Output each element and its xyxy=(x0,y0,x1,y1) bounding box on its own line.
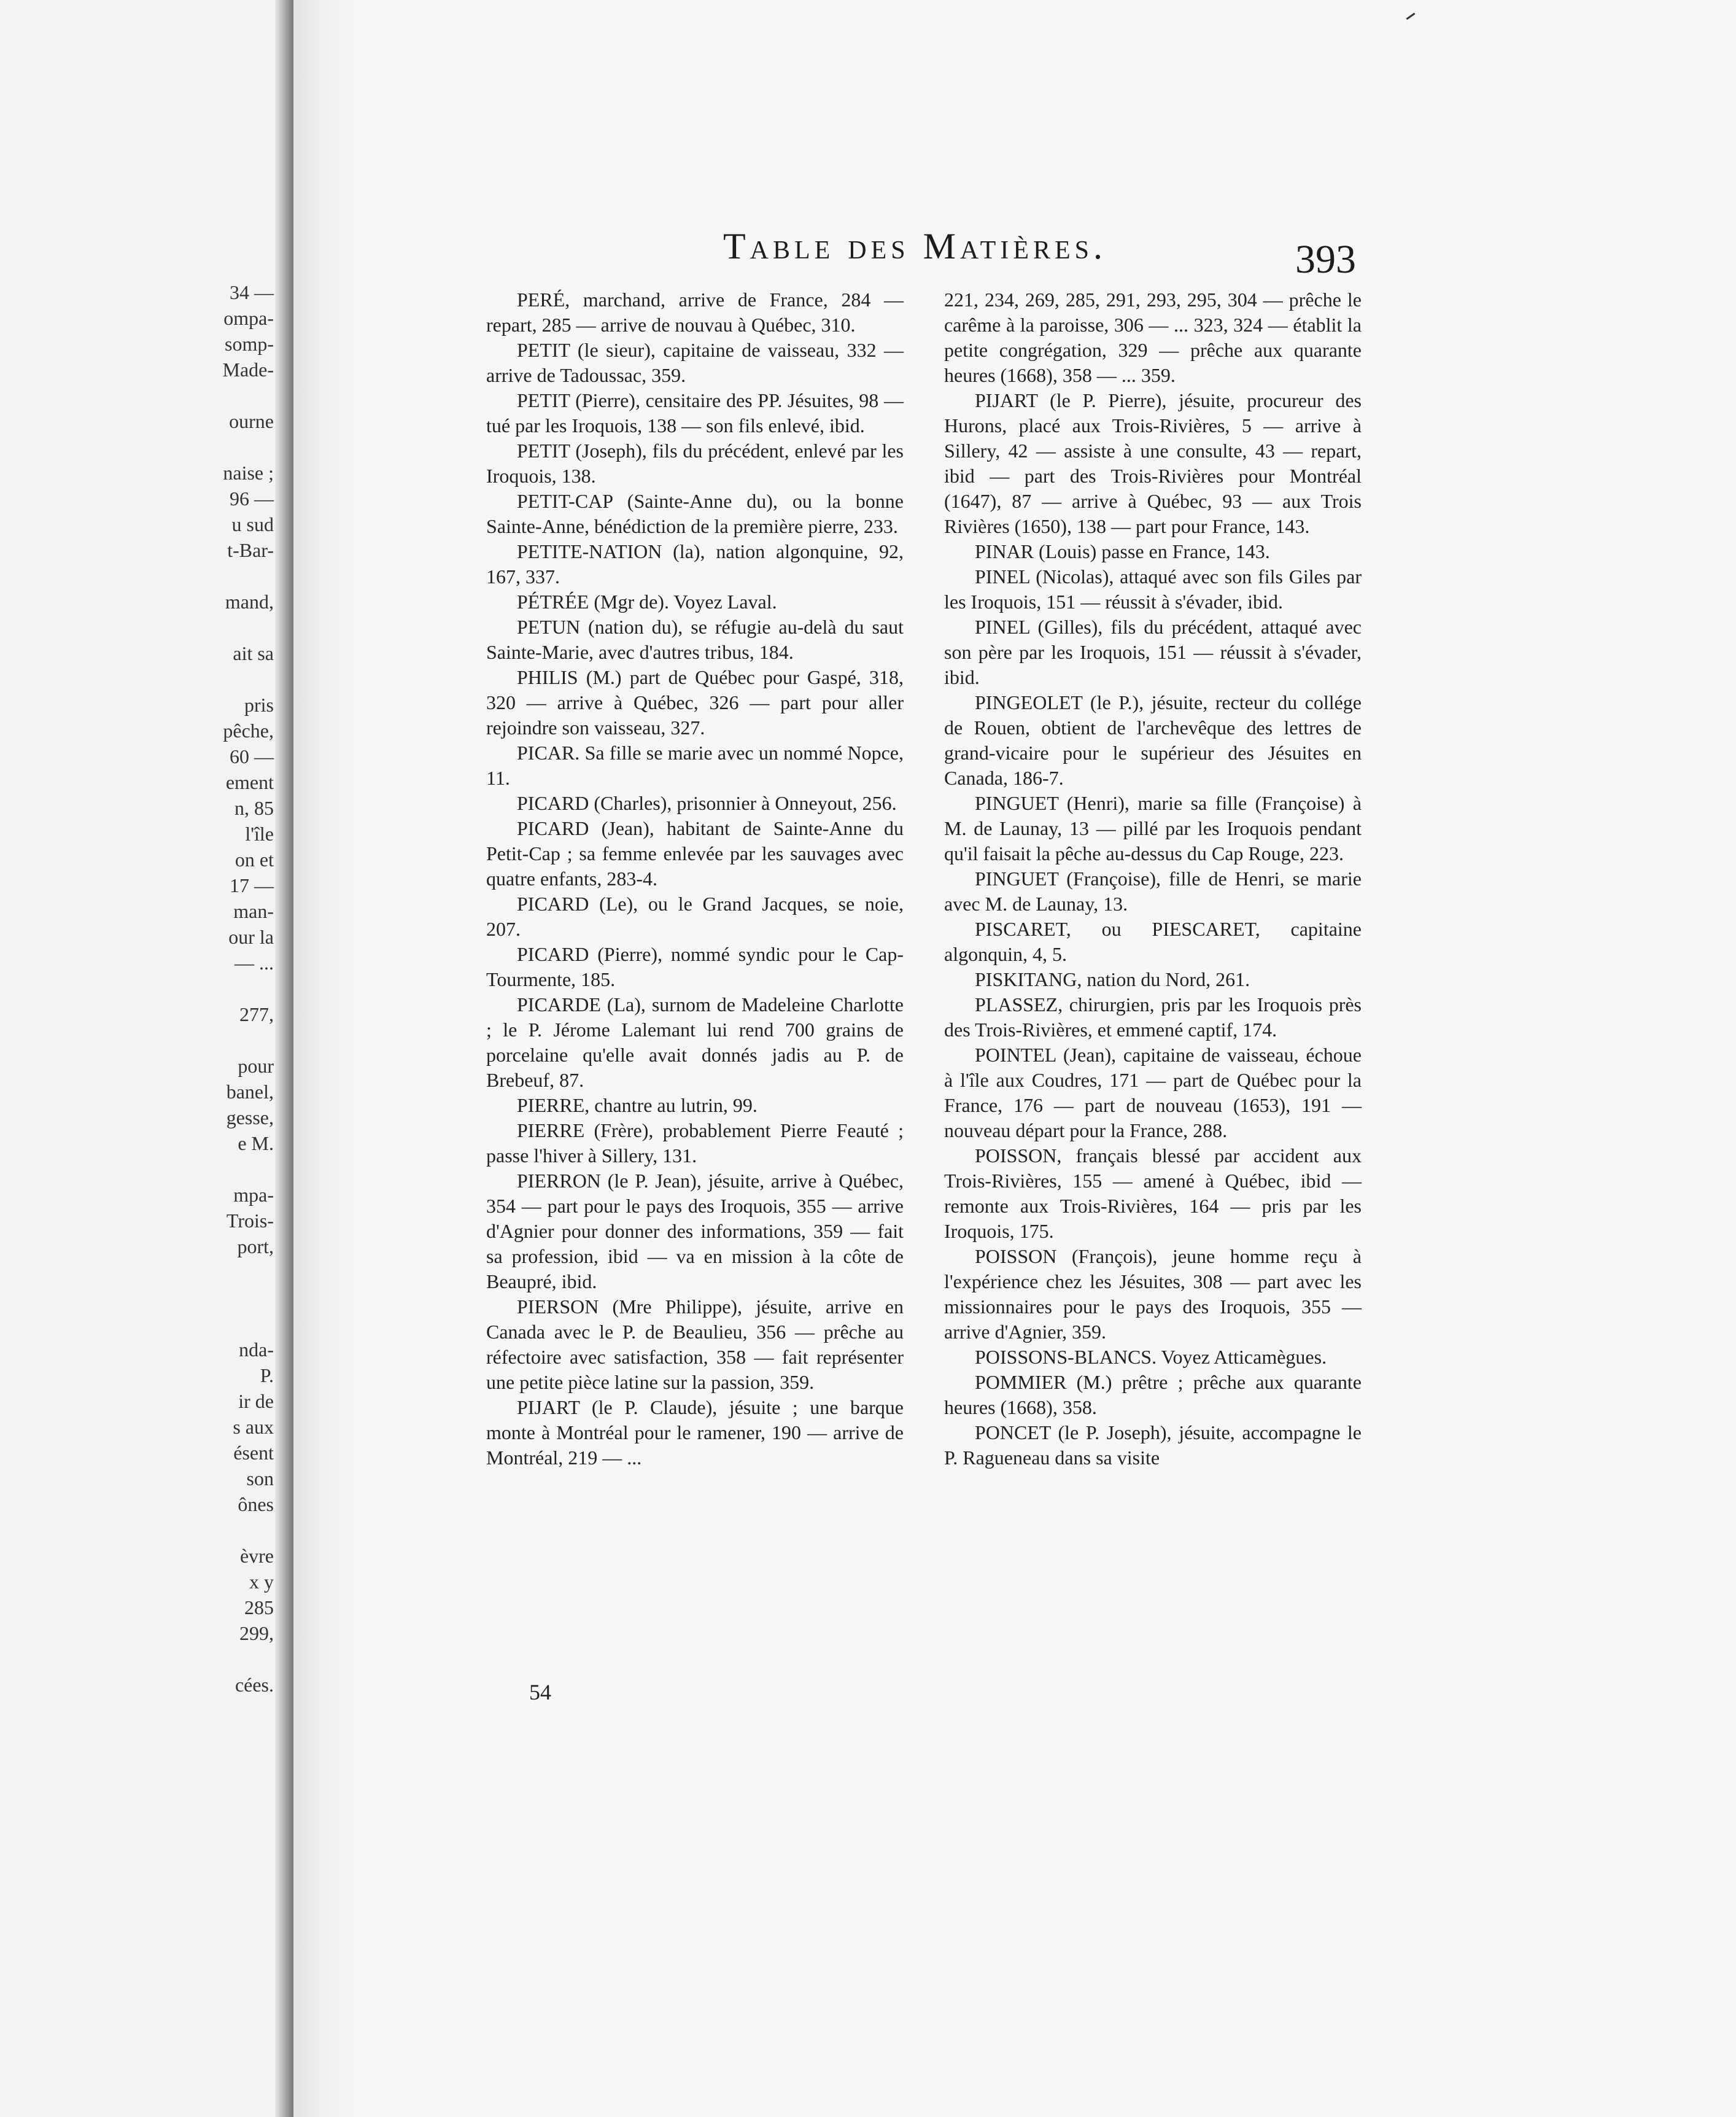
facing-page xyxy=(0,0,275,2117)
index-entry: PONCET (le P. Joseph), jésuite, accompagne le P. Ragueneau dans sa visite xyxy=(944,1421,1362,1469)
facing-page-line: son xyxy=(246,1467,274,1490)
facing-page-line: 17 — xyxy=(230,874,274,896)
index-entry: PINGEOLET (le P.), jésuite, recteur du collége de Rouen, obtient de l'archevêque des lettres de grand-vicaire pour le supérieur des Jésuites en Canada, 186-7. xyxy=(944,691,1362,789)
index-entry: PETUN (nation du), se réfugie au-delà du saut Sainte-Marie, avec d'autres tribus, 184. xyxy=(486,616,904,663)
facing-page-line xyxy=(4,1027,274,1053)
facing-page-line: on et xyxy=(234,849,274,871)
index-entry: POMMIER (M.) prêtre ; prêche aux quarante heures (1668), 358. xyxy=(944,1371,1362,1418)
facing-page-line: banel, xyxy=(226,1081,274,1103)
facing-page-line: our la xyxy=(228,926,274,948)
index-entry: PIERRE (Frère), probablement Pierre Feauté ; passe l'hiver à Sillery, 131. xyxy=(486,1119,904,1167)
index-entry: PETIT-CAP (Sainte-Anne du), ou la bonne Sainte-Anne, bénédiction de la première pierre, 233. xyxy=(486,490,904,537)
facing-page-text-fragments xyxy=(4,279,274,1698)
index-entry: PLASSEZ, chirurgien, pris par les Iroquois près des Trois-Rivières, et emmené captif, 174. xyxy=(944,993,1362,1041)
index-entry: PINGUET (Françoise), fille de Henri, se marie avec M. de Launay, 13. xyxy=(944,868,1362,915)
facing-page-line: ement xyxy=(225,771,274,793)
facing-page-line: ésent xyxy=(233,1442,274,1464)
facing-page-line: 277, xyxy=(239,1003,274,1025)
facing-page-line: n, 85 xyxy=(234,797,274,819)
index-entry: PETIT (Joseph), fils du précédent, enlevé par les Iroquois, 138. xyxy=(486,440,904,487)
facing-page-line: s aux xyxy=(233,1416,274,1438)
facing-page-line: P. xyxy=(260,1364,274,1386)
index-entry: PISKITANG, nation du Nord, 261. xyxy=(975,968,1250,990)
index-column-left xyxy=(486,287,904,1470)
facing-page-line: 96 — xyxy=(230,487,274,510)
facing-page-line: 34 — xyxy=(230,281,274,303)
facing-page-line: pris xyxy=(244,694,274,716)
index-column-right xyxy=(944,287,1362,1470)
facing-page-line: ir de xyxy=(238,1390,274,1412)
index-entry: POISSON, français blessé par accident aux Trois-Rivières, 155 — amené à Québec, ibid — remonte aux Trois-Rivières, 164 — pris par les Iroquois, 175. xyxy=(944,1144,1362,1242)
facing-page-line: ait sa xyxy=(233,642,274,664)
facing-page-line xyxy=(4,563,274,589)
facing-page-line: — ... xyxy=(234,952,274,974)
index-entry: POISSONS-BLANCS. Voyez Atticamègues. xyxy=(975,1346,1327,1368)
facing-page-line: mand, xyxy=(225,591,274,613)
index-entry: PETIT (Pierre), censitaire des PP. Jésuites, 98 — tué par les Iroquois, 138 — son fils enlevé, ibid. xyxy=(486,389,904,437)
index-entry: PETIT (le sieur), capitaine de vaisseau, 332 — arrive de Tadoussac, 359. xyxy=(486,339,904,386)
index-entry: POINTEL (Jean), capitaine de vaisseau, échoue à l'île aux Coudres, 171 — part de Québec pour la France, 176 — part de nouveau (1653), 191 — nouveau départ pour la France, 288. xyxy=(944,1044,1362,1141)
index-entry: PHILIS (M.) part de Québec pour Gaspé, 318, 320 — arrive à Québec, 326 — part pour aller rejoindre son vaisseau, 327. xyxy=(486,666,904,739)
facing-page-line: u sud xyxy=(231,513,274,535)
facing-page-line: l'île xyxy=(245,823,274,845)
index-entry: PICARD (Pierre), nommé syndic pour le Cap-Tourmente, 185. xyxy=(486,943,904,990)
signature-folio: 54 xyxy=(529,1680,551,1704)
facing-page-line: man- xyxy=(233,900,274,922)
facing-page-line: t-Bar- xyxy=(227,539,274,561)
facing-page-line xyxy=(4,1259,274,1285)
facing-page-line: ourne xyxy=(229,410,274,432)
index-entry: PERÉ, marchand, arrive de France, 284 — repart, 285 — arrive de nouvau à Québec, 310. xyxy=(486,289,904,336)
facing-page-line: 60 — xyxy=(230,745,274,767)
facing-page-line xyxy=(4,615,274,640)
facing-page-line xyxy=(4,1285,274,1311)
facing-page-line: cées. xyxy=(234,1674,274,1696)
index-entry: PICARD (Le), ou le Grand Jacques, se noie, 207. xyxy=(486,893,904,940)
facing-page-line xyxy=(4,1156,274,1182)
facing-page-line: Trois- xyxy=(226,1210,274,1232)
index-entry: PINEL (Gilles), fils du précédent, attaqué avec son père par les Iroquois, 151 — réussit à s'évader, ibid. xyxy=(944,616,1362,688)
index-entry: PICARD (Charles), prisonnier à Onneyout, 256. xyxy=(517,792,897,814)
index-entry: PINGUET (Henri), marie sa fille (Françoise) à M. de Launay, 13 — pillé par les Iroquois pendant qu'il faisait la pêche au-dessus du Cap Rouge, 223. xyxy=(944,792,1362,864)
facing-page-line xyxy=(4,666,274,692)
facing-page-line: pour xyxy=(238,1055,274,1077)
index-entry: PINEL (Nicolas), attaqué avec son fils Giles par les Iroquois, 151 — réussit à s'évader, ibid. xyxy=(944,565,1362,613)
book-spine xyxy=(275,0,293,2117)
facing-page-line xyxy=(4,976,274,1001)
index-entry: PICARDE (La), surnom de Madeleine Charlotte ; le P. Jérome Lalemant lui rend 700 grains de porcelaine qu'elle avait donnés jadis au P. de Brebeuf, 87. xyxy=(486,993,904,1091)
facing-page-line: gesse, xyxy=(226,1106,274,1128)
index-entry: PETITE-NATION (la), nation algonquine, 92, 167, 337. xyxy=(486,540,904,588)
facing-page-line: somp- xyxy=(225,333,274,355)
index-entry: PIERRE, chantre au lutrin, 99. xyxy=(517,1094,758,1116)
index-entry: PICARD (Jean), habitant de Sainte-Anne du Petit-Cap ; sa femme enlevée par les sauvages avec quatre enfants, 283-4. xyxy=(486,817,904,890)
facing-page-line: Made- xyxy=(222,359,274,381)
facing-page-line: naise ; xyxy=(223,462,274,484)
index-entry: PISCARET, ou PIESCARET, capitaine algonquin, 4, 5. xyxy=(944,918,1362,965)
page-number: 393 xyxy=(1295,237,1356,282)
facing-page-line: x y xyxy=(249,1571,274,1593)
facing-page-line: èvre xyxy=(239,1545,274,1567)
facing-page-line: port, xyxy=(237,1235,274,1257)
index-entry: 221, 234, 269, 285, 291, 293, 295, 304 — prêche le carême à la paroisse, 306 — ... 323, 324 — établit la petite congrégation, 329 — prêche aux quarante heures (1668), 358 — ... 359. xyxy=(944,289,1362,386)
facing-page-line xyxy=(4,1311,274,1337)
facing-page-line xyxy=(4,383,274,408)
index-entry: PIJART (le P. Pierre), jésuite, procureur des Hurons, placé aux Trois-Rivières, 5 — arrive à Sillery, 42 — assiste à une consulte, 43 — repart, ibid — part des Trois-Rivières pour Montréal (1647), 87 — arrive à Québec, 93 — aux Trois Rivières (1650), 138 — part pour France, 143. xyxy=(944,389,1362,537)
facing-page-line: ônes xyxy=(238,1493,274,1515)
index-entry: PÉTRÉE (Mgr de). Voyez Laval. xyxy=(517,591,777,613)
facing-page-line: 285 xyxy=(244,1596,274,1618)
facing-page-line: pêche, xyxy=(223,720,274,742)
facing-page-line: ompa- xyxy=(223,307,274,329)
page-header-title: Table des Matières. xyxy=(723,226,1107,266)
facing-page-line: 299, xyxy=(239,1622,274,1644)
index-entry: PINAR (Louis) passe en France, 143. xyxy=(975,540,1270,562)
facing-page-line xyxy=(4,434,274,460)
index-entry: PIJART (le P. Claude), jésuite ; une barque monte à Montréal pour le ramener, 190 — arrive de Montréal, 219 — ... xyxy=(486,1396,904,1469)
facing-page-line: nda- xyxy=(239,1338,274,1361)
facing-page-line: mpa- xyxy=(233,1184,274,1206)
facing-page-line: e M. xyxy=(238,1132,274,1154)
index-entry: PIERRON (le P. Jean), jésuite, arrive à Québec, 354 — part pour le pays des Iroquois, 355 — arrive d'Agnier pour donner des informations, 359 — fait sa profession, ibid — va en mission à la côte de Beaupré, ibid. xyxy=(486,1170,904,1292)
index-entry: PICAR. Sa fille se marie avec un nommé Nopce, 11. xyxy=(486,742,904,789)
index-entry: PIERSON (Mre Philippe), jésuite, arrive en Canada avec le P. de Beaulieu, 356 — prêche au réfectoire avec satisfaction, 358 — fait représenter une petite pièce latine sur la passion, 359. xyxy=(486,1295,904,1393)
index-entry: POISSON (François), jeune homme reçu à l'expérience chez les Jésuites, 308 — part avec les missionnaires pour le pays des Iroquois, 355 — arrive d'Agnier, 359. xyxy=(944,1245,1362,1343)
facing-page-line xyxy=(4,1646,274,1672)
facing-page-line xyxy=(4,1517,274,1543)
